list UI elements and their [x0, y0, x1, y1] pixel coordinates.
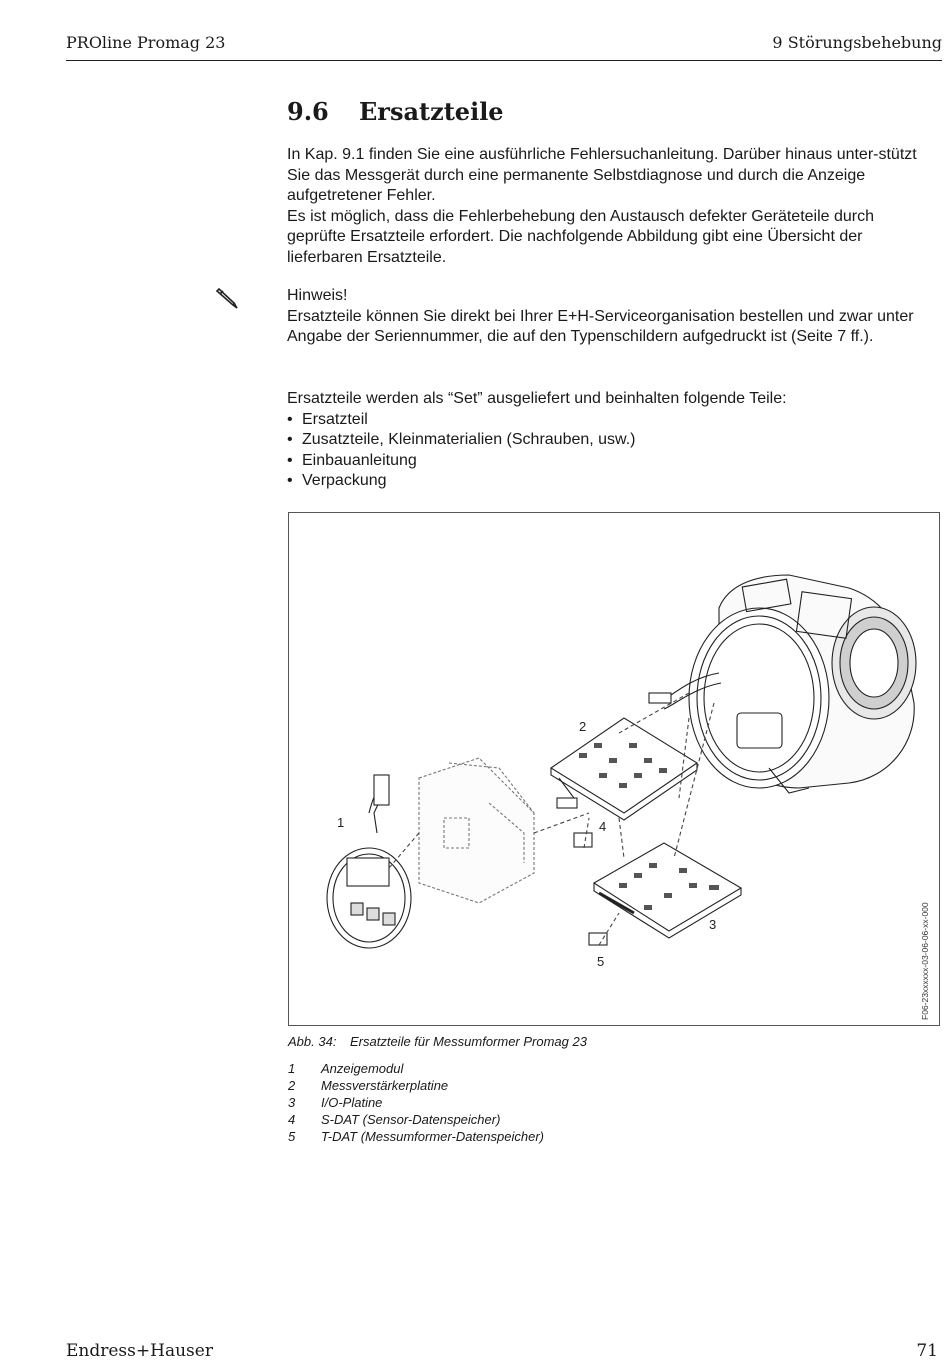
- spare-parts-figure: [288, 512, 940, 1026]
- callout-1: 1: [337, 815, 345, 830]
- list-item: • Einbauanleitung: [287, 451, 927, 472]
- caption-label: Abb. 34:: [288, 1034, 337, 1049]
- section-number: 9.6: [287, 97, 329, 126]
- note-heading: Hinweis!: [287, 287, 348, 304]
- list-item: • Verpackung: [287, 471, 927, 492]
- list-item: 4 S-DAT (Sensor-Datenspeicher): [288, 1112, 501, 1127]
- footer-brand: Endress+Hauser: [66, 1341, 213, 1361]
- display-module: [327, 775, 411, 948]
- page-number: 71: [916, 1341, 938, 1361]
- set-list: [287, 410, 927, 492]
- intro-paragraph: In Kap. 9.1 finden Sie eine ausführliche Fehlersuchanleitung. Darüber hinaus unter-stützt Sie das Messgerät durch eine permanente Selbstdiagnose und durch die Anzeige aufgetretener Fehler.: [287, 146, 917, 205]
- intro-paragraph: Es ist möglich, dass die Fehlerbehebung den Austausch defekter Geräteteile durch geprüfte Ersatzteile erfordert. Die nachfolgende Abbildung gibt eine Übersicht der lieferbaren Ersatzteile.: [287, 207, 875, 266]
- callout-3: 3: [709, 917, 717, 932]
- section-heading: [287, 97, 504, 126]
- figure-legend: [288, 1060, 544, 1145]
- figure-caption: [288, 1034, 587, 1049]
- io-board: [594, 843, 741, 938]
- running-header-title: PROline Promag 23: [66, 33, 226, 52]
- list-item: • Zusatzteile, Kleinmaterialien (Schrauben, usw.): [287, 430, 927, 451]
- transmitter-housing: [659, 575, 916, 793]
- header-rule: [66, 60, 942, 61]
- callout-5: 5: [597, 954, 605, 969]
- callout-2: 2: [579, 719, 587, 734]
- list-item: • Ersatzteil: [287, 410, 927, 431]
- t-dat-chip: [589, 933, 607, 945]
- caption-text: Ersatzteile für Messumformer Promag 23: [350, 1034, 587, 1049]
- display-frame: [419, 758, 534, 903]
- callout-4: 4: [599, 819, 607, 834]
- section-title: Ersatzteile: [359, 97, 504, 126]
- running-header-chapter: 9 Störungsbehebung: [772, 33, 942, 52]
- note-text: Ersatzteile können Sie direkt bei Ihrer E+H-Serviceorganisation bestellen und zwar unter Angabe der Seriennummer, die auf den Typenschildern aufgedruckt ist (Seite 7 ff.).: [287, 307, 914, 346]
- list-item: 3 I/O-Platine: [288, 1095, 383, 1110]
- s-dat-chip: [574, 833, 592, 847]
- set-block: [287, 389, 927, 492]
- exploded-view-drawing: [289, 513, 941, 1027]
- figure-id: F06-23xxxxxx-03-06-06-xx-000: [920, 902, 930, 1020]
- list-item: 1 Anzeigemodul: [288, 1061, 404, 1076]
- intro-text: [287, 145, 927, 269]
- amplifier-board: [551, 718, 697, 820]
- note-block: [287, 286, 927, 348]
- list-item: 5 T-DAT (Messumformer-Datenspeicher): [288, 1129, 544, 1144]
- list-item: 2 Messverstärkerplatine: [288, 1078, 449, 1093]
- pencil-icon: [214, 288, 240, 316]
- set-intro: Ersatzteile werden als “Set” ausgeliefert und beinhalten folgende Teile:: [287, 390, 787, 407]
